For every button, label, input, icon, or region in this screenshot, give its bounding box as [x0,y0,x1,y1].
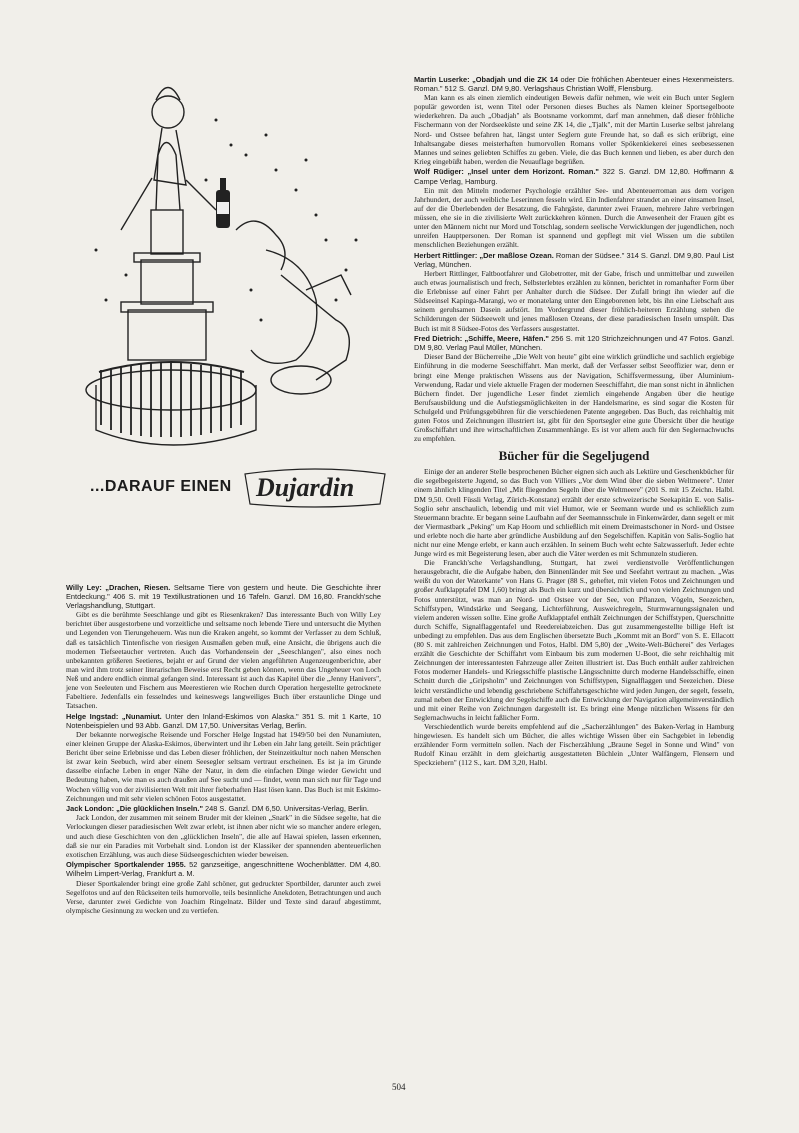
review-heading [66,712,381,730]
review-paragraph: Man kann es als einen ziemlich eindeutigen Beweis dafür nehmen, wie weit ein Buch unter Seglern populär geworden ist, wenn Titel oder Personen dieses Buches als Namen kleiner Sportsegelboote wiederkehren. Da auch „Obadjah" als Bootsname vorkommt, darf man annehmen, daß dieser fröhliche Fischermann von der Nordseeküste und seine ZK 14, die „Tjalk", mit der Martin Luserke selbst jahrelang Nord- und Ostsee befahren hat, längst unter Seglern gute Freunde hat, so daß es sich erübrigt, eine Inhaltsangabe dieses meisterhaften humorvollen Romans voller Spökenkiekerei eines seebesessenen Mannes und seines geliebten Schiffes zu geben. Viele, die das Buch kennen und lieben, es aber durch den Krieg eingebüßt haben, werden die Neuauflage begrüßen. [414,93,734,166]
review-author-title: Herbert Rittlinger: „Der maßlose Ozean. [414,250,554,260]
page-number: 504 [392,1082,406,1092]
review-author-title: Martin Luserke: „Obadjah und die ZK 14 [414,75,558,84]
review-paragraph: Jack London, der zusammen mit seinem Bruder mit der kleinen „Snark" in die Südsee segelte, hat die Verlockungen dieser paradiesischen Welt zwar erlebt, ist ihnen aber nicht wie so mancher andere erlegen, und auch diese Geschichten von den „glücklichen Inseln", die alle auf Hawai spielen, lassen erkennen, daß sie nur ein Paradies mit Vorbehalt sind. London ist der Klassiker der spannenden abenteuerlichen exotischen Erzählung, was auch diese Südseegeschichten wieder beweisen. [66,813,381,859]
ad-slogan [90,464,390,510]
left-column [66,583,381,916]
dujardin-logo [240,464,390,510]
brand-text: Dujardin [256,473,355,502]
review-author-title: Fred Dietrich: „Schiffe, Meere, Häfen." [414,334,549,344]
review-entry [66,804,381,859]
review-entry [66,712,381,803]
review-heading [66,583,381,610]
review-publication-info: 248 S. Ganzl. DM 6,50. Universitas-Verlag, Berlin. [202,804,369,814]
review-entry [414,167,734,249]
section-paragraph: Einige der an anderer Stelle besprochenen Bücher eignen sich auch als Lektüre und Geschenkbücher für die segelbegeisterte Jugend, so das Buch von Villiers „Vor dem Wind über die sieben Weltmeere". Unter einem ähnlich klingenden Titel „Mit fliegenden Segeln über die Weltmeere" (201 S. mit 15 Zeichn. Halbl. DM 9,50. Orell Füssli Verlag, Zürich-Konstanz) erzählt der erste schweizerische Seekapitän E. von Salis-Soglio sehr anschaulich, lebendig und mit viel Humor, wie er Seemann wurde und es schließlich zum Steuermann brachte. Er begann seine Laufbahn auf der Seemannsschule in Finkenwärder, dann segelt er mit der Viermastbark „Peking" um Kap Hoorn und schließlich mit einem Dreimastschoner in Nord- und Ostsee und erlebte noch die harte aber gründliche Ausbildung auf den Segelschiffen. Kapitän von Salis-Soglio hat nicht nur eine Menge erlebt, er kann auch erzählen. In seinem Buch weht echte Salzwasserluft. Jeder echte Junge wird es mit Begeisterung lesen, aber auch die Väter werden es mit Schmunzeln studieren. [414,467,734,559]
review-paragraph: Der bekannte norwegische Reisende und Forscher Helge Ingstad hat 1949/50 bei den Nunamiuten, einer kleinen Gruppe der Alaska-Eskimos, überwintert und ihr Leben ein Jahr lang geteilt. Sein prächtiger Bericht über seine Erlebnisse und das Leben dieser fröhlichen, der Steinzeitkultur noch nahen Menschen ist zwar kein Seebuch, wird aber einem Seesegler seltsam vertraut erscheinen. Es ist ja im Grunde dasselbe einfache Leben in enger Nähe der Natur, in dem die einfachen Dinge wieder Gewicht und Bedeutung haben, wie man es auch draußen auf See sucht und — findet, wenn man sich nur für Tage und Wochen völlig von der zivilisierten Welt mit ihrer fieberhaften Hast lösen kann. Das Buch ist mit Eskimo-Zeichnungen und mit sehr vielen schönen Fotos ausgestattet. [66,730,381,803]
review-paragraph: Gibt es die berühmte Seeschlange und gibt es Riesenkraken? Das interessante Buch von Willy Ley berichtet über ausgestorbene und vorzeitliche und seltsame noch lebende Tiere und untersucht die Mythen und Legenden von Tierungeheuern. Was nun die Kraken angeht, so kommt der Verfasser zu dem Schluß, daß es tatsächlich Tintenfische von riesigen Ausmaßen geben muß, eine Ansicht, die übrigens auch die modernen Tiefseetaucher vertreten. Auch das Vorhandensein der „Seeschlangen", also eines noch unbekannten größeren Seetieres, bejaht er auf Grund der vielen angeführten Augenzeugenberichte, aber man wird ihm trotz seiner literarischen Beweise erst Recht geben können, wenn das Ungeheuer von Loch Neß und andere endlich einmal gefangen sind. Interessant ist auch das Kapitel über die „Jenny Hanivers", jene von Seeleuten und Fischern aus Meerestieren wie Rochen durch Operation hergestellte getrocknete Fabeltiere. Jedenfalls ein fesselndes und keineswegs langweiliges Buch über erstaunliche Dinge und Tatsachen. [66,610,381,711]
review-author-title: Olympischer Sportkalender 1955. [66,860,186,870]
section-paragraph: Die Franckh'sche Verlagshandlung, Stuttgart, hat zwei verdienstvolle Veröffentlichungen herausgebracht, die die Aufgabe haben, den Binnenländer mit See und Seefahrt vertraut zu machen. „Was weißt du von der Waterkante" von Hans G. Prager (88 S., geheftet, mit vielen Fotos und Zeichnungen und großer Aufklapptafel DM 1,60) bringt als Buch ein kurz und übersichtlich und von vielen Zeichnungen und Fotos unterstützt, was man an Nord- und Ostsee vor der See, von Pflanzen, Vögeln, Seezeichen, Schiffstypen, Windstärke und Seegang, Lichterführung, Ausweichregeln, Sturmwarnungssignalen und vielem anderen wissen sollte. Eine große Aufklapptafel enthält Zeichnungen der Schiffstypen, Querschnitte durch Schiffe, Signalflaggentafel und Reedereiabzeichen. Das gut zusammengestellte billige Heft ist unbedingt zu empfehlen. Das aus dem Englischen übersetzte Buch „Kommt mit an Bord" von S. E. Ellacott (80 S. mit zahlreichen Zeichnungen und Fotos, Halbl. DM 5,80) der „Weite-Welt-Bücherei" des Verlages erzählt die Geschichte der Schiffahrt vom Einbaum bis zum modernen U-Boot, die sehr reichhaltig mit Zeichnungen der interessantesten Fahrzeuge aller Zeiten illustriert ist. Das Buch enthält außer zahlreichen Fotos moderner Handels- und Kriegsschiffe plastische Längsschnitte durch moderne Handelsschiffe, einen Schnitt durch die „Gripsholm" und Zeichnungen von Schiffstypen, Signalflaggen und Seezeichen. Diese leicht verständliche und lebendig geschriebene Schiffahrtsgeschichte wird jeden Jungen, der segelt, fesseln, zumal neben der Entwicklung der Segelschiffe auch die Entwicklung der Navigation allgemeinverständlich und mit einer Reihe von Zeichnungen dargestellt ist. Es bringt eine Menge nützlichen Wissens für den Seglernachwuchs in leicht faßlicher Form. [414,558,734,722]
bottle-illustration [216,178,230,228]
review-entry [414,251,734,333]
review-publication-info: 256 S. mit 120 Strichzeichnungen und 47 Fotos. Ganzl. DM 9,80. Verlag Paul Müller, München. [414,334,734,353]
review-publication-info: oder Die fröhlichen Abenteuer eines Hexenmeisters. Roman." 512 S. Ganzl. DM 9,80. Verlagshaus Christian Wolff, Flensburg. [414,75,734,94]
review-entry [414,334,734,443]
review-entry [66,583,381,710]
review-heading [414,334,734,352]
review-author-title: Willy Ley: „Drachen, Riesen. [66,583,171,592]
review-author-title: Jack London: „Die glücklichen Inseln." [66,804,203,814]
statue-cartoon-illustration [66,60,386,460]
review-publication-info: 322 S. Ganzl. DM 12,80. Hoffmann & Campe Verlag, Hamburg. [414,167,734,186]
review-paragraph: Ein mit den Mitteln moderner Psychologie erzählter See- und Abenteuerroman aus dem vorigen Jahrhundert, der auch weibliche Leserinnen fesseln wird. Ein Indienfahrer strandet an einer einsamen Insel, auf der die Überlebenden der Besatzung, die Fahrgäste, darunter zwei Frauen, mehrere Jahre verbringen müssen, ehe sie in die zivilisierte Welt zurückkehren können. Durch die Anwesenheit der Frauen gibt es unter den Männern nicht nur Mord und Totschlag, sondern seelische Verwicklungen der jugendlichen, noch unreifen Hauptpersonen. Der Roman ist spannend und gepflegt mit viel Wissen um die subtilen menschlichen Beziehungen erzählt. [414,185,734,250]
review-publication-info: Seltsame Tiere von gestern und heute. Die Geschichte ihrer Entdeckung." 406 S. mit 19 Textillustrationen und 16 Tafeln. Ganzl. DM 16,80. Franckh'sche Verlagshandlung, Stuttgart. [66,583,381,611]
slogan-text: ...DARAUF EINEN [90,478,232,495]
section-title: Bücher für die Segeljugend [498,448,650,464]
right-entries [414,75,734,443]
dujardin-advertisement [66,60,386,520]
review-entry [66,860,381,915]
review-heading [66,860,381,878]
review-heading [66,804,381,813]
review-publication-info: Unter den Inland-Eskimos von Alaska." 351 S. mit 1 Karte, 10 Notenbeispielen und 93 Abb. Ganzl. DM 17,50. Universitas Verlag, Berlin. [66,711,381,730]
review-heading [414,251,734,269]
review-paragraph: Dieser Sportkalender bringt eine große Zahl schöner, gut gedruckter Sportbilder, darunter auch zwei Segelfotos und auf den Rückseiten teils humorvolle, teils besinnliche Anekdoten, Betrachtungen und auch Verse, darunter zwei Gedichte von Joachim Ringelnatz. Bilder und Texte sind darauf abgestimmt, olympische Gesinnung zu wecken und zu vertiefen. [66,878,381,915]
right-column [414,75,734,767]
review-author-title: Helge Ingstad: „Nunamiut. [66,711,162,721]
review-heading [414,167,734,185]
review-paragraph: Dieser Band der Bücherreihe „Die Welt von heute" gibt eine wirklich gründliche und sachlich ergiebige Einführung in die moderne Seeschiffahrt. Man merkt, daß der Verfasser selbst Seeoffizier war, denn er bringt eine Menge praktischen Wissens aus der Navigation, Schiffsvermessung, über Aluminium-Verwendung, Radar und viele aktuelle Fragen der modernen Seeschiffahrt, die man sonst nicht in ähnlichen Büchern findet. Der jugendliche Leser findet ziemlich eingehende Angaben über die heutige Berufsausbildung und die Aufstiegsmöglichkeiten in der Handelsmarine, es sind sogar die Kosten für Schulgeld und Prüfungsgebühren für die verschiedenen Patente angegeben. Das Buch, das reichhaltig mit guten Fotos und Zeichnungen illustriert ist, gibt für den Sportsegler eine gute Übersicht über die heutige Großschiffahrt und ihre wirtschaftlichen Zusammenhänge. Es ist vor allem auch für den Seglernachwuchs zu empfehlen. [414,352,734,444]
section-paragraph: Verschiedentlich wurde bereits empfehlend auf die „Sacherzählungen" des Baken-Verlag in Hamburg hingewiesen. Es handelt sich um Bücher, die alles wichtige Wissen über ein Sachgebiet in lebendig erzählender Form vermitteln sollen. Nach der Fischerzählung „Braune Segel in Sonne und Wind" von Rudolf Kinau erzählt in dem gleichartig ausgestatteten Büchlein „Unter Walfängern, Flensern und Speckziehern" (112 S., kart. DM 3,20, Halbl. [414,721,734,768]
review-publication-info: Roman der Südsee." 314 S. Ganzl. DM 9,80. Paul List Verlag, München. [414,250,734,269]
review-author-title: Wolf Rüdiger: „Insel unter dem Horizont. Roman." [414,167,599,177]
review-paragraph: Herbert Rittlinger, Faltbootfahrer und Globetrotter, mit der Gabe, frisch und unmittelbar und zuweilen auch etwas journalistisch und frech, Selbsterlebtes erzählen zu können, berichtet in romanhafter Form über die Erlebnisse auf einer Fahrt per Anhalter durch die Südsee. Der Zufall bringt ihn wieder auf die Südseeinsel Kapinga-Marangi, wo er monatelang unter den Eingeborenen lebt, bis ihn eine Liebschaft aus seinem geruhsamen Dasein aufstört. Im Vordergrund dieser fröhlich-heiteren Erzählung stehen die Schilderungen der Südseewelt und jenes maßlosen Ozeans, der diese paradiesischen Inseln umspült. Das Buch ist mit 8 Südsee-Fotos des Verfassers ausgestattet. [414,268,734,333]
review-entry [414,75,734,166]
review-publication-info: 52 ganzseitige, angeschnittene Wochenblätter. DM 4,80. Wilhelm Limpert-Verlag, Frankfurt a. M. [66,860,381,879]
segeljugend-section [414,467,734,767]
review-heading [414,75,734,93]
